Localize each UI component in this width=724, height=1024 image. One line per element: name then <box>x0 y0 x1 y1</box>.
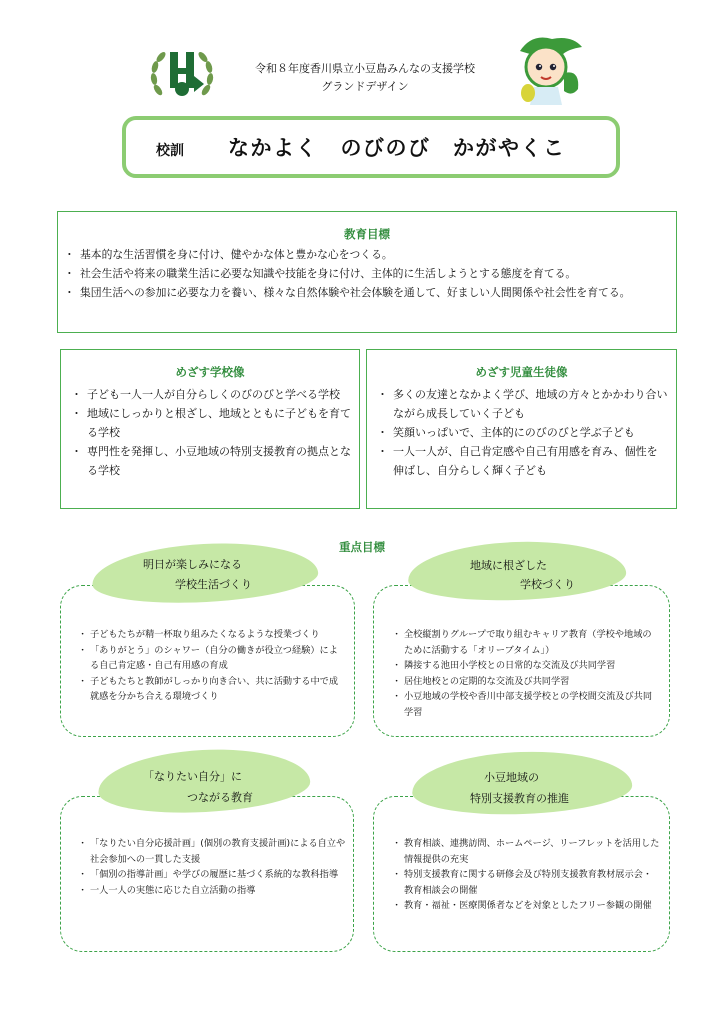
list-item: ・ 特別支援教育に関する研修会及び特別支援教育教材展示会・教育相談会の開催 <box>394 867 660 898</box>
focus-list-ideal-self <box>80 836 346 898</box>
list-item: ・ 隣接する池田小学校との日常的な交流及び共同学習 <box>394 658 660 674</box>
focus-heading-line2: つながる教育 <box>187 791 253 804</box>
education-goals-list <box>64 245 668 302</box>
school-vision-title: めざす学校像 <box>175 365 245 379</box>
list-item: ・ 子どもたちが精一杯取り組みたくなるような授業づくり <box>80 627 342 643</box>
list-item: ・ 子ども一人一人が自分らしくのびのびと学べる学校 <box>71 385 351 404</box>
school-vision-list <box>71 385 351 480</box>
focus-heading-line2: 特別支援教育の推進 <box>470 792 569 805</box>
school-vision-box <box>60 349 360 509</box>
grand-design-title: グランドデザイン <box>321 80 409 93</box>
focus-heading-line1: 地域に根ざした <box>470 559 547 572</box>
list-item: ・ 笑顔いっぱいで、主体的にのびのびと学ぶ子ども <box>377 423 668 442</box>
focus-heading-line2: 学校づくり <box>520 578 575 591</box>
education-goals-title: 教育目標 <box>344 227 390 241</box>
list-item: ・ 集団生活への参加に必要な力を養い、様々な自然体験や社会体験を通して、好ましい人間関係や社会性を育てる。 <box>64 283 668 302</box>
focus-heading-line1: 小豆地域の <box>484 771 539 784</box>
focus-list-community <box>394 627 660 720</box>
list-item: ・ 居住地校との定期的な交流及び共同学習 <box>394 674 660 690</box>
list-item: ・ 社会生活や将来の職業生活に必要な知識や技能を身に付け、主体的に生活しようとする態度を育てる。 <box>64 264 668 283</box>
motto-label: 校訓 <box>156 143 184 159</box>
list-item: ・ 基本的な生活習慣を身に付け、健やかな体と豊かな心をつくる。 <box>64 245 668 264</box>
school-year-title: 令和８年度香川県立小豆島みんなの支援学校 <box>255 62 475 75</box>
focus-heading-line2: 学校生活づくり <box>175 578 252 591</box>
list-item: ・ 一人一人の実態に応じた自立活動の指導 <box>80 883 346 899</box>
student-vision-title: めざす児童生徒像 <box>475 365 568 379</box>
focus-list-special-education <box>394 836 660 914</box>
list-item: ・ 子どもたちと教師がしっかり向き合い、共に活動する中で成就感を分かち合える環境づくり <box>80 674 342 705</box>
student-vision-list <box>377 385 668 480</box>
list-item: ・ 一人一人が、自己肯定感や自己有用感を育み、個性を伸ばし、自分らしく輝く子ども <box>377 442 668 480</box>
list-item: ・ 多くの友達となかよく学び、地域の方々とかかわり合いながら成長していく子ども <box>377 385 668 423</box>
list-item: ・ 地域にしっかりと根ざし、地域とともに子どもを育てる学校 <box>71 404 351 442</box>
list-item: ・ 「なりたい自分応援計画」(個別の教育支援計画)による自立や社会参加への一貫した支援 <box>80 836 346 867</box>
list-item: ・ 教育・福祉・医療関係者などを対象としたフリー参観の開催 <box>394 898 660 914</box>
list-item: ・ 教育相談、連携訪問、ホームページ、リーフレットを活用した情報提供の充実 <box>394 836 660 867</box>
education-goals-box <box>57 211 677 333</box>
focus-heading-line1: 「なりたい自分」に <box>143 770 242 783</box>
list-item: ・ 「ありがとう」のシャワー（自分の働きが役立つ経験）による自己肯定感・自己有用感の育成 <box>80 643 342 674</box>
list-item: ・ 「個別の指導計画」や学びの履歴に基づく系統的な教科指導 <box>80 867 346 883</box>
list-item: ・ 小豆地域の学校や香川中部支援学校との学校間交流及び共同学習 <box>394 689 660 720</box>
list-item: ・ 専門性を発揮し、小豆地域の特別支援教育の拠点となる学校 <box>71 442 351 480</box>
focus-goals-title: 重点目標 <box>339 540 385 554</box>
list-item: ・ 全校縦割りグループで取り組むキャリア教育（学校や地域のために活動する「オリーブタイム」） <box>394 627 660 658</box>
focus-heading-line1: 明日が楽しみになる <box>143 558 242 571</box>
focus-list-school-life <box>80 627 342 705</box>
motto-text: なかよく のびのび かがやくこ <box>228 136 566 160</box>
student-vision-box <box>366 349 677 509</box>
